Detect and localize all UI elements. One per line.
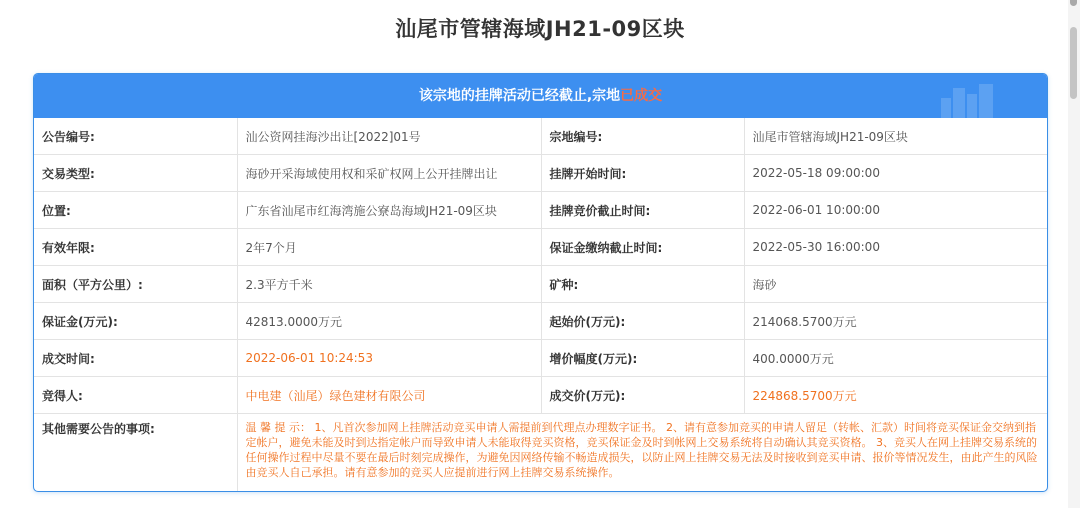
mineral-type-label: 矿种:: [541, 266, 744, 303]
table-row: [34, 303, 1047, 340]
validity-period-value: 2年7个月: [237, 229, 541, 266]
table-row: [34, 155, 1047, 192]
announcement-number-value: 汕公资网挂海沙出让[2022]01号: [237, 118, 541, 155]
status-badge: 已成交: [620, 88, 663, 104]
table-row: [34, 266, 1047, 303]
table-row: [34, 229, 1047, 266]
status-banner: [34, 74, 1047, 118]
starting-price-label: 起始价(万元):: [541, 303, 744, 340]
area-label: 面积（平方公里）:: [34, 266, 237, 303]
transaction-type-label: 交易类型:: [34, 155, 237, 192]
other-notices-label: 其他需要公告的事项:: [34, 414, 237, 493]
listing-detail-card: [33, 73, 1048, 492]
table-row-notes: [34, 414, 1047, 493]
buildings-decoration-icon: [941, 80, 1001, 118]
location-value: 广东省汕尾市红海湾施公寮岛海域JH21-09区块: [237, 192, 541, 229]
vertical-scrollbar[interactable]: [1068, 0, 1080, 508]
listing-start-time-value: 2022-05-18 09:00:00: [744, 155, 1047, 192]
table-row: [34, 377, 1047, 414]
bid-increment-value: 400.0000万元: [744, 340, 1047, 377]
starting-price-value: 214068.5700万元: [744, 303, 1047, 340]
page-title: 汕尾市管辖海域JH21-09区块: [395, 17, 685, 41]
deal-time-value: 2022-06-01 10:24:53: [237, 340, 541, 377]
listing-info-table: [34, 118, 1047, 492]
other-notices-text: 温 馨 提 示： 1、凡首次参加网上挂牌活动竞买申请人需提前到代理点办理数字证书。 2、请有意参加竞买的申请人留足（转帐、汇款）时间将竞买保证金交纳到指定帐户，避免未能及时到达指定帐户而导致申请人未能取得竞买资格，竞买保证金及时到帐网上交易系统将自动确认其竞买资格。 3、竞买人在网上挂牌交易系统的任何操作过程中尽量不要在最后时刻完成操作，为避免因网络传输不畅造成损失，以防止网上挂牌交易无法及时接收到竞买申请、报价等情况发生，由此产生的风险由竞买人自己承担。请有意参加的竞买人应提前进行网上挂牌交易系统操作。: [237, 414, 1047, 493]
bidding-deadline-value: 2022-06-01 10:00:00: [744, 192, 1047, 229]
bidding-deadline-label: 挂牌竞价截止时间:: [541, 192, 744, 229]
table-row: [34, 340, 1047, 377]
validity-period-label: 有效年限:: [34, 229, 237, 266]
bid-increment-label: 增价幅度(万元):: [541, 340, 744, 377]
table-row: [34, 118, 1047, 155]
parcel-number-value: 汕尾市管辖海域JH21-09区块: [744, 118, 1047, 155]
winning-bidder-label: 竞得人:: [34, 377, 237, 414]
transaction-type-value: 海砂开采海域使用权和采矿权网上公开挂牌出让: [237, 155, 541, 192]
deposit-deadline-label: 保证金缴纳截止时间:: [541, 229, 744, 266]
deal-price-label: 成交价(万元):: [541, 377, 744, 414]
status-banner-text: 该宗地的挂牌活动已经截止,宗地: [418, 88, 621, 104]
scrollbar-thumb[interactable]: [1070, 27, 1077, 99]
deposit-amount-label: 保证金(万元):: [34, 303, 237, 340]
area-value: 2.3平方千米: [237, 266, 541, 303]
winning-bidder-value: 中电建（汕尾）绿色建材有限公司: [237, 377, 541, 414]
table-row: [34, 192, 1047, 229]
announcement-number-label: 公告编号:: [34, 118, 237, 155]
deposit-amount-value: 42813.0000万元: [237, 303, 541, 340]
location-label: 位置:: [34, 192, 237, 229]
listing-start-time-label: 挂牌开始时间:: [541, 155, 744, 192]
deal-time-label: 成交时间:: [34, 340, 237, 377]
deposit-deadline-value: 2022-05-30 16:00:00: [744, 229, 1047, 266]
mineral-type-value: 海砂: [744, 266, 1047, 303]
scrollbar-top-indicator: [1070, 0, 1077, 6]
deal-price-value: 224868.5700万元: [744, 377, 1047, 414]
parcel-number-label: 宗地编号:: [541, 118, 744, 155]
